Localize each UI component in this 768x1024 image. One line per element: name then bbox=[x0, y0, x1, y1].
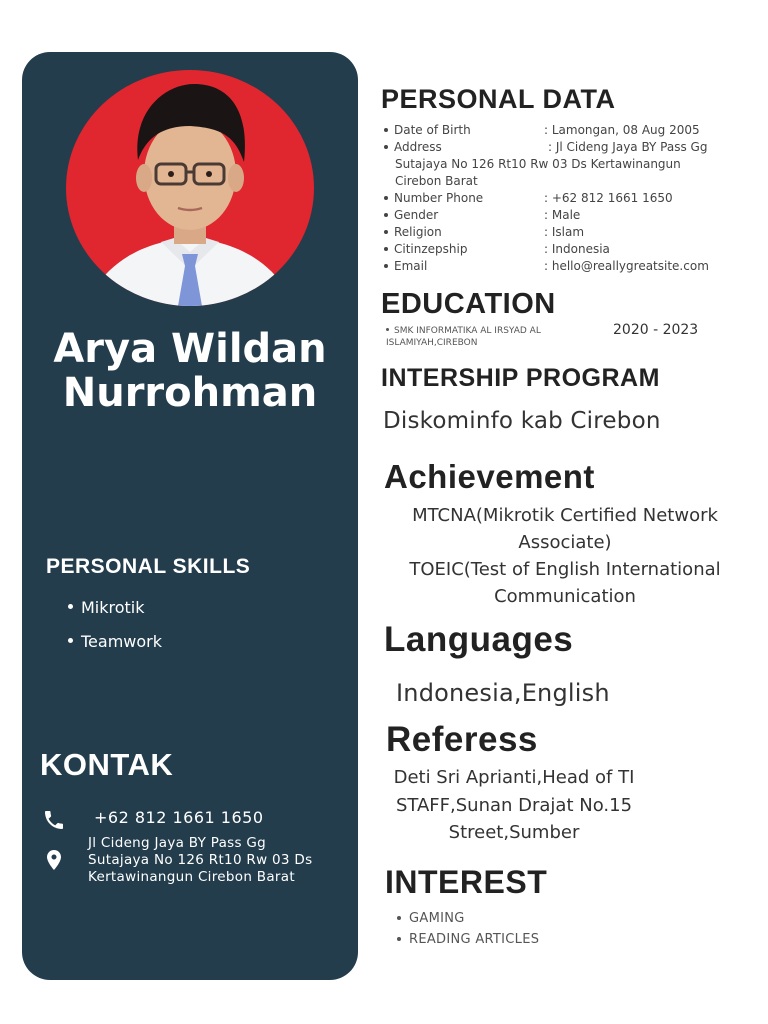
education-school: SMK INFORMATIKA AL IRSYAD AL ISLAMIYAH,CIREBON bbox=[386, 326, 541, 348]
achievement-list: MTCNA(Mikrotik Certified Network Associate) TOEIC(Test of English International Communication bbox=[409, 505, 721, 607]
skill-item: Teamwork bbox=[68, 632, 162, 651]
achievement-heading: Achievement bbox=[384, 458, 595, 495]
contact-phone: +62 812 1661 1650 bbox=[94, 808, 264, 827]
full-name-line1: Arya Wildan bbox=[53, 326, 327, 372]
sidebar bbox=[22, 52, 358, 980]
location-pin-icon bbox=[42, 848, 66, 872]
interest-heading: INTEREST bbox=[385, 864, 548, 900]
personal-data-row: Religion : Islam bbox=[384, 224, 442, 241]
personal-data-row: Citinzepship : Indonesia bbox=[384, 241, 467, 258]
languages-text: Indonesia,English bbox=[396, 679, 610, 707]
kontak-heading: KONTAK bbox=[40, 747, 174, 782]
personal-data-row: Email : hello@reallygreatsite.com bbox=[384, 258, 427, 275]
referess-text: Deti Sri Aprianti,Head of TI STAFF,Sunan Drajat No.15 Street,Sumber bbox=[393, 767, 635, 843]
personal-data-row: Date of Birth : Lamongan, 08 Aug 2005 bbox=[384, 122, 471, 139]
personal-data-row: Number Phone : +62 812 1661 1650 bbox=[384, 190, 483, 207]
address-continued: Cirebon Barat bbox=[395, 174, 478, 188]
internship-heading: INTERSHIP PROGRAM bbox=[381, 364, 660, 392]
skill-item: Mikrotik bbox=[68, 598, 145, 617]
full-name-line2: Nurrohman bbox=[62, 370, 318, 416]
interest-item: GAMING bbox=[397, 911, 465, 926]
internship-text: Diskominfo kab Cirebon bbox=[383, 408, 661, 434]
interest-item: READING ARTICLES bbox=[397, 932, 539, 947]
education-years: 2020 - 2023 bbox=[613, 322, 699, 338]
languages-heading: Languages bbox=[384, 620, 574, 659]
personal-data-row: Gender : Male bbox=[384, 207, 438, 224]
address-continued: Sutajaya No 126 Rt10 Rw 03 Ds Kertawinangun bbox=[395, 157, 681, 171]
portrait-illustration bbox=[66, 70, 314, 306]
contact-address: Jl Cideng Jaya BY Pass Gg Sutajaya No 126 Rt10 Rw 03 Ds Kertawinangun Cirebon Barat bbox=[88, 835, 313, 885]
profile-photo bbox=[66, 70, 314, 306]
referess-heading: Referess bbox=[386, 720, 538, 759]
education-heading: EDUCATION bbox=[381, 288, 556, 320]
personal-data-heading: PERSONAL DATA bbox=[381, 84, 616, 114]
personal-data-row: Address : Jl Cideng Jaya BY Pass Gg bbox=[384, 139, 442, 156]
personal-skills-heading: PERSONAL SKILLS bbox=[46, 555, 251, 578]
phone-icon bbox=[42, 808, 66, 832]
